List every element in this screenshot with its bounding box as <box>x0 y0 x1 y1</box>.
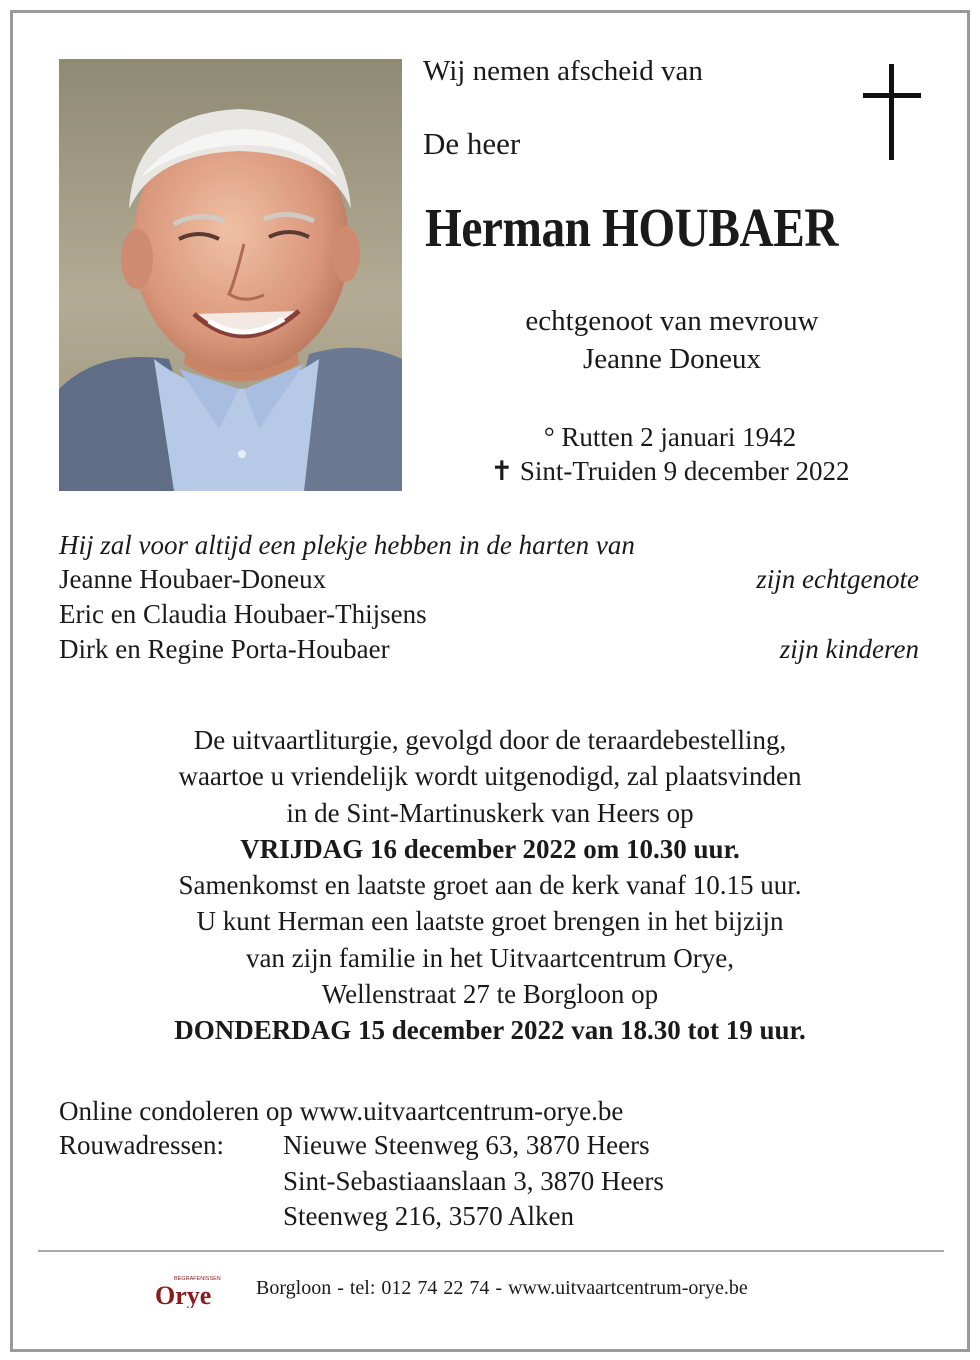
salutation: De heer <box>423 126 521 161</box>
deceased-name: Herman HOUBAER <box>425 197 839 258</box>
family-member-name: Eric en Claudia Houbaer-Thijsens <box>59 599 427 629</box>
mourning-address: Steenweg 216, 3570 Alken <box>283 1201 574 1231</box>
footer-info: Borgloon - tel: 012 74 22 74 - www.uitvaartcentrum-orye.be <box>256 1277 748 1299</box>
service-line: waartoe u vriendelijk wordt uitgenodigd, zal plaatsvinden <box>178 761 802 792</box>
service-line: Wellenstraat 27 te Borgloon op <box>321 979 659 1010</box>
latin-cross-icon <box>863 64 921 160</box>
family-member <box>59 599 919 630</box>
online-condolences: Online condoleren op www.uitvaartcentrum-orye.be <box>59 1096 624 1126</box>
family-member-name: Jeanne Houbaer-Doneux <box>59 564 327 594</box>
logo-small-text: BEGRAFENISSEN <box>174 1276 221 1282</box>
service-details <box>59 722 921 1049</box>
orye-logo <box>154 1272 228 1308</box>
logo-text: Orye <box>155 1281 212 1308</box>
portrait-photo <box>59 59 402 491</box>
family-member-name: Dirk en Regine Porta-Houbaer <box>59 634 390 664</box>
addresses-label: Rouwadressen: <box>59 1130 224 1160</box>
death-info: ✝ Sint-Truiden 9 december 2022 <box>490 456 850 486</box>
service-line: U kunt Herman een laatste groet brengen in het bijzijn <box>196 906 784 937</box>
mourning-address: Nieuwe Steenweg 63, 3870 Heers <box>283 1130 650 1160</box>
birth-info: ° Rutten 2 januari 1942 <box>543 422 797 452</box>
family-intro: Hij zal voor altijd een plekje hebben in de harten van <box>59 530 635 560</box>
visitation-date-line: DONDERDAG 15 december 2022 van 18.30 tot 19 uur. <box>174 1015 806 1046</box>
family-member-role: zijn kinderen <box>779 634 919 664</box>
spouse-line-1: echtgenoot van mevrouw <box>525 305 819 337</box>
mourning-address: Sint-Sebastiaanslaan 3, 3870 Heers <box>283 1166 664 1196</box>
family-member <box>59 634 919 665</box>
service-line: in de Sint-Martinuskerk van Heers op <box>286 797 694 828</box>
family-member-role: zijn echtgenote <box>756 564 919 594</box>
spouse-line-2: Jeanne Doneux <box>583 343 761 375</box>
family-member <box>59 564 919 595</box>
service-line: van zijn familie in het Uitvaartcentrum Orye, <box>245 942 735 973</box>
intro-text: Wij nemen afscheid van <box>423 55 703 87</box>
service-line: De uitvaartliturgie, gevolgd door de teraardebestelling, <box>193 725 787 755</box>
service-line: Samenkomst en laatste groet aan de kerk vanaf 10.15 uur. <box>178 870 802 901</box>
footer-divider <box>38 1250 944 1252</box>
service-date-line: VRIJDAG 16 december 2022 om 10.30 uur. <box>240 833 740 864</box>
